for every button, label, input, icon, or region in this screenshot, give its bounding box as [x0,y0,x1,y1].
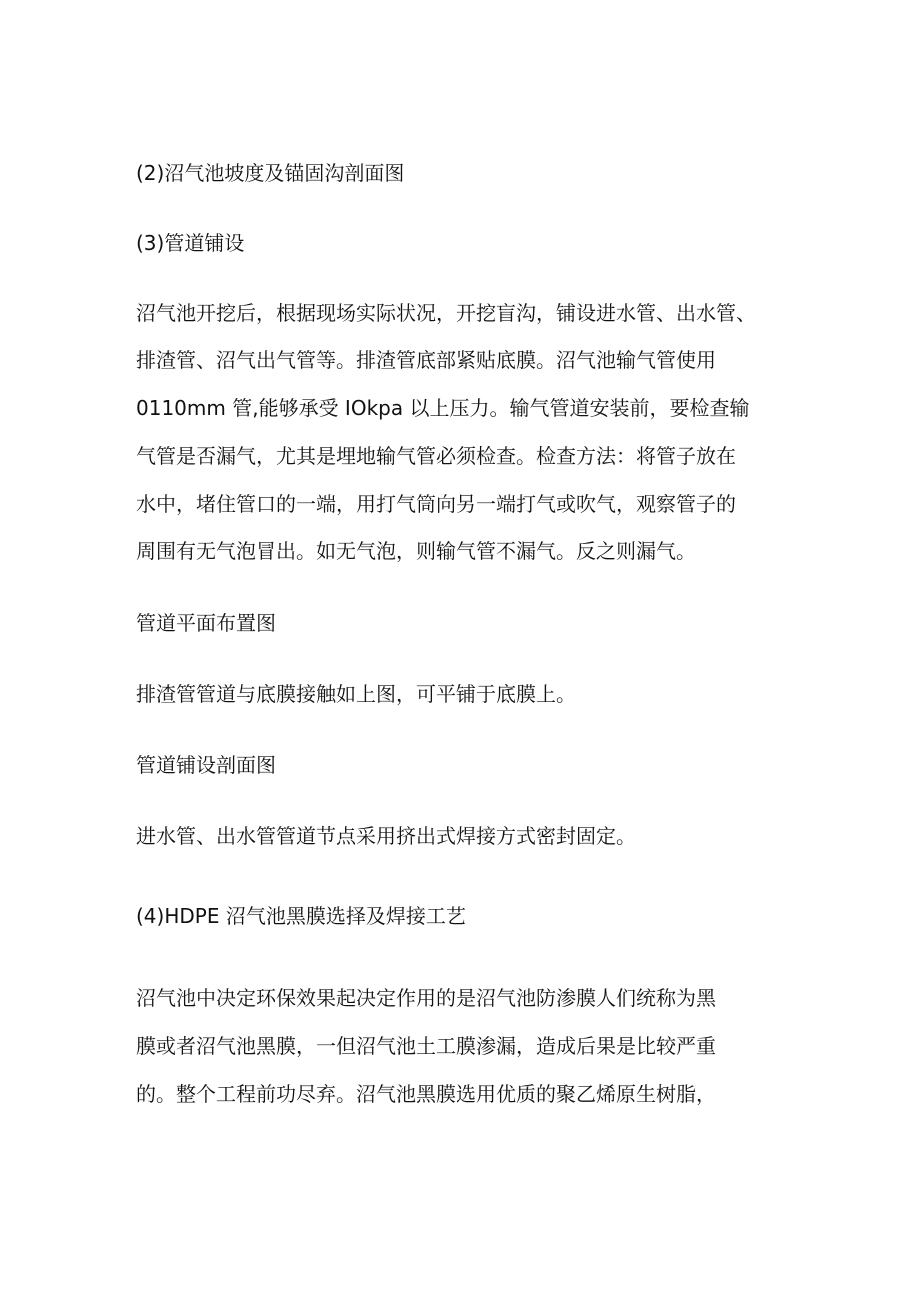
slope-section-caption: (2)沼气池坡度及锚固沟剖面图 [136,161,405,185]
pipe-section-caption: 管道铺设剖面图 [136,753,276,777]
pipe-layout-caption: 管道平面布置图 [136,611,276,635]
paragraph-line: 排渣管、沼气出气管等。排渣管底部紧贴底膜。沼气池输气管使用 [136,348,716,372]
hdpe-heading: (4)HDPE 沼气池黑膜选择及焊接工艺 [136,904,466,928]
paragraph-line: 的。整个工程前功尽弃。沼气池黑膜选用优质的聚乙烯原生树脂， [136,1082,716,1106]
paragraph-line: 水中，堵住管口的一端，用打气筒向另一端打气或吹气，观察管子的 [136,492,736,516]
paragraph-line: 膜或者沼气池黑膜，一但沼气池土工膜渗漏，造成后果是比较严重 [136,1034,716,1058]
pipe-laying-heading: (3)管道铺设 [136,231,245,255]
weld-note: 进水管、出水管管道节点采用挤出式焊接方式密封固定。 [136,824,636,848]
slag-pipe-note: 排渣管管道与底膜接触如上图，可平铺于底膜上。 [136,682,576,706]
paragraph-line: 沼气池中决定环保效果起决定作用的是沼气池防渗膜人们统称为黑 [136,986,716,1010]
paragraph-line: 周围有无气泡冒出。如无气泡，则输气管不漏气。反之则漏气。 [136,539,696,563]
paragraph-line: 沼气池开挖后，根据现场实际状况，开挖盲沟，铺设进水管、出水管、 [136,301,756,325]
paragraph-line: 0110mm 管,能够承受 IOkpa 以上压力。输气管道安装前，要检查输 [136,396,750,420]
paragraph-line: 气管是否漏气，尤其是埋地输气管必须检查。检查方法：将管子放在 [136,444,736,468]
